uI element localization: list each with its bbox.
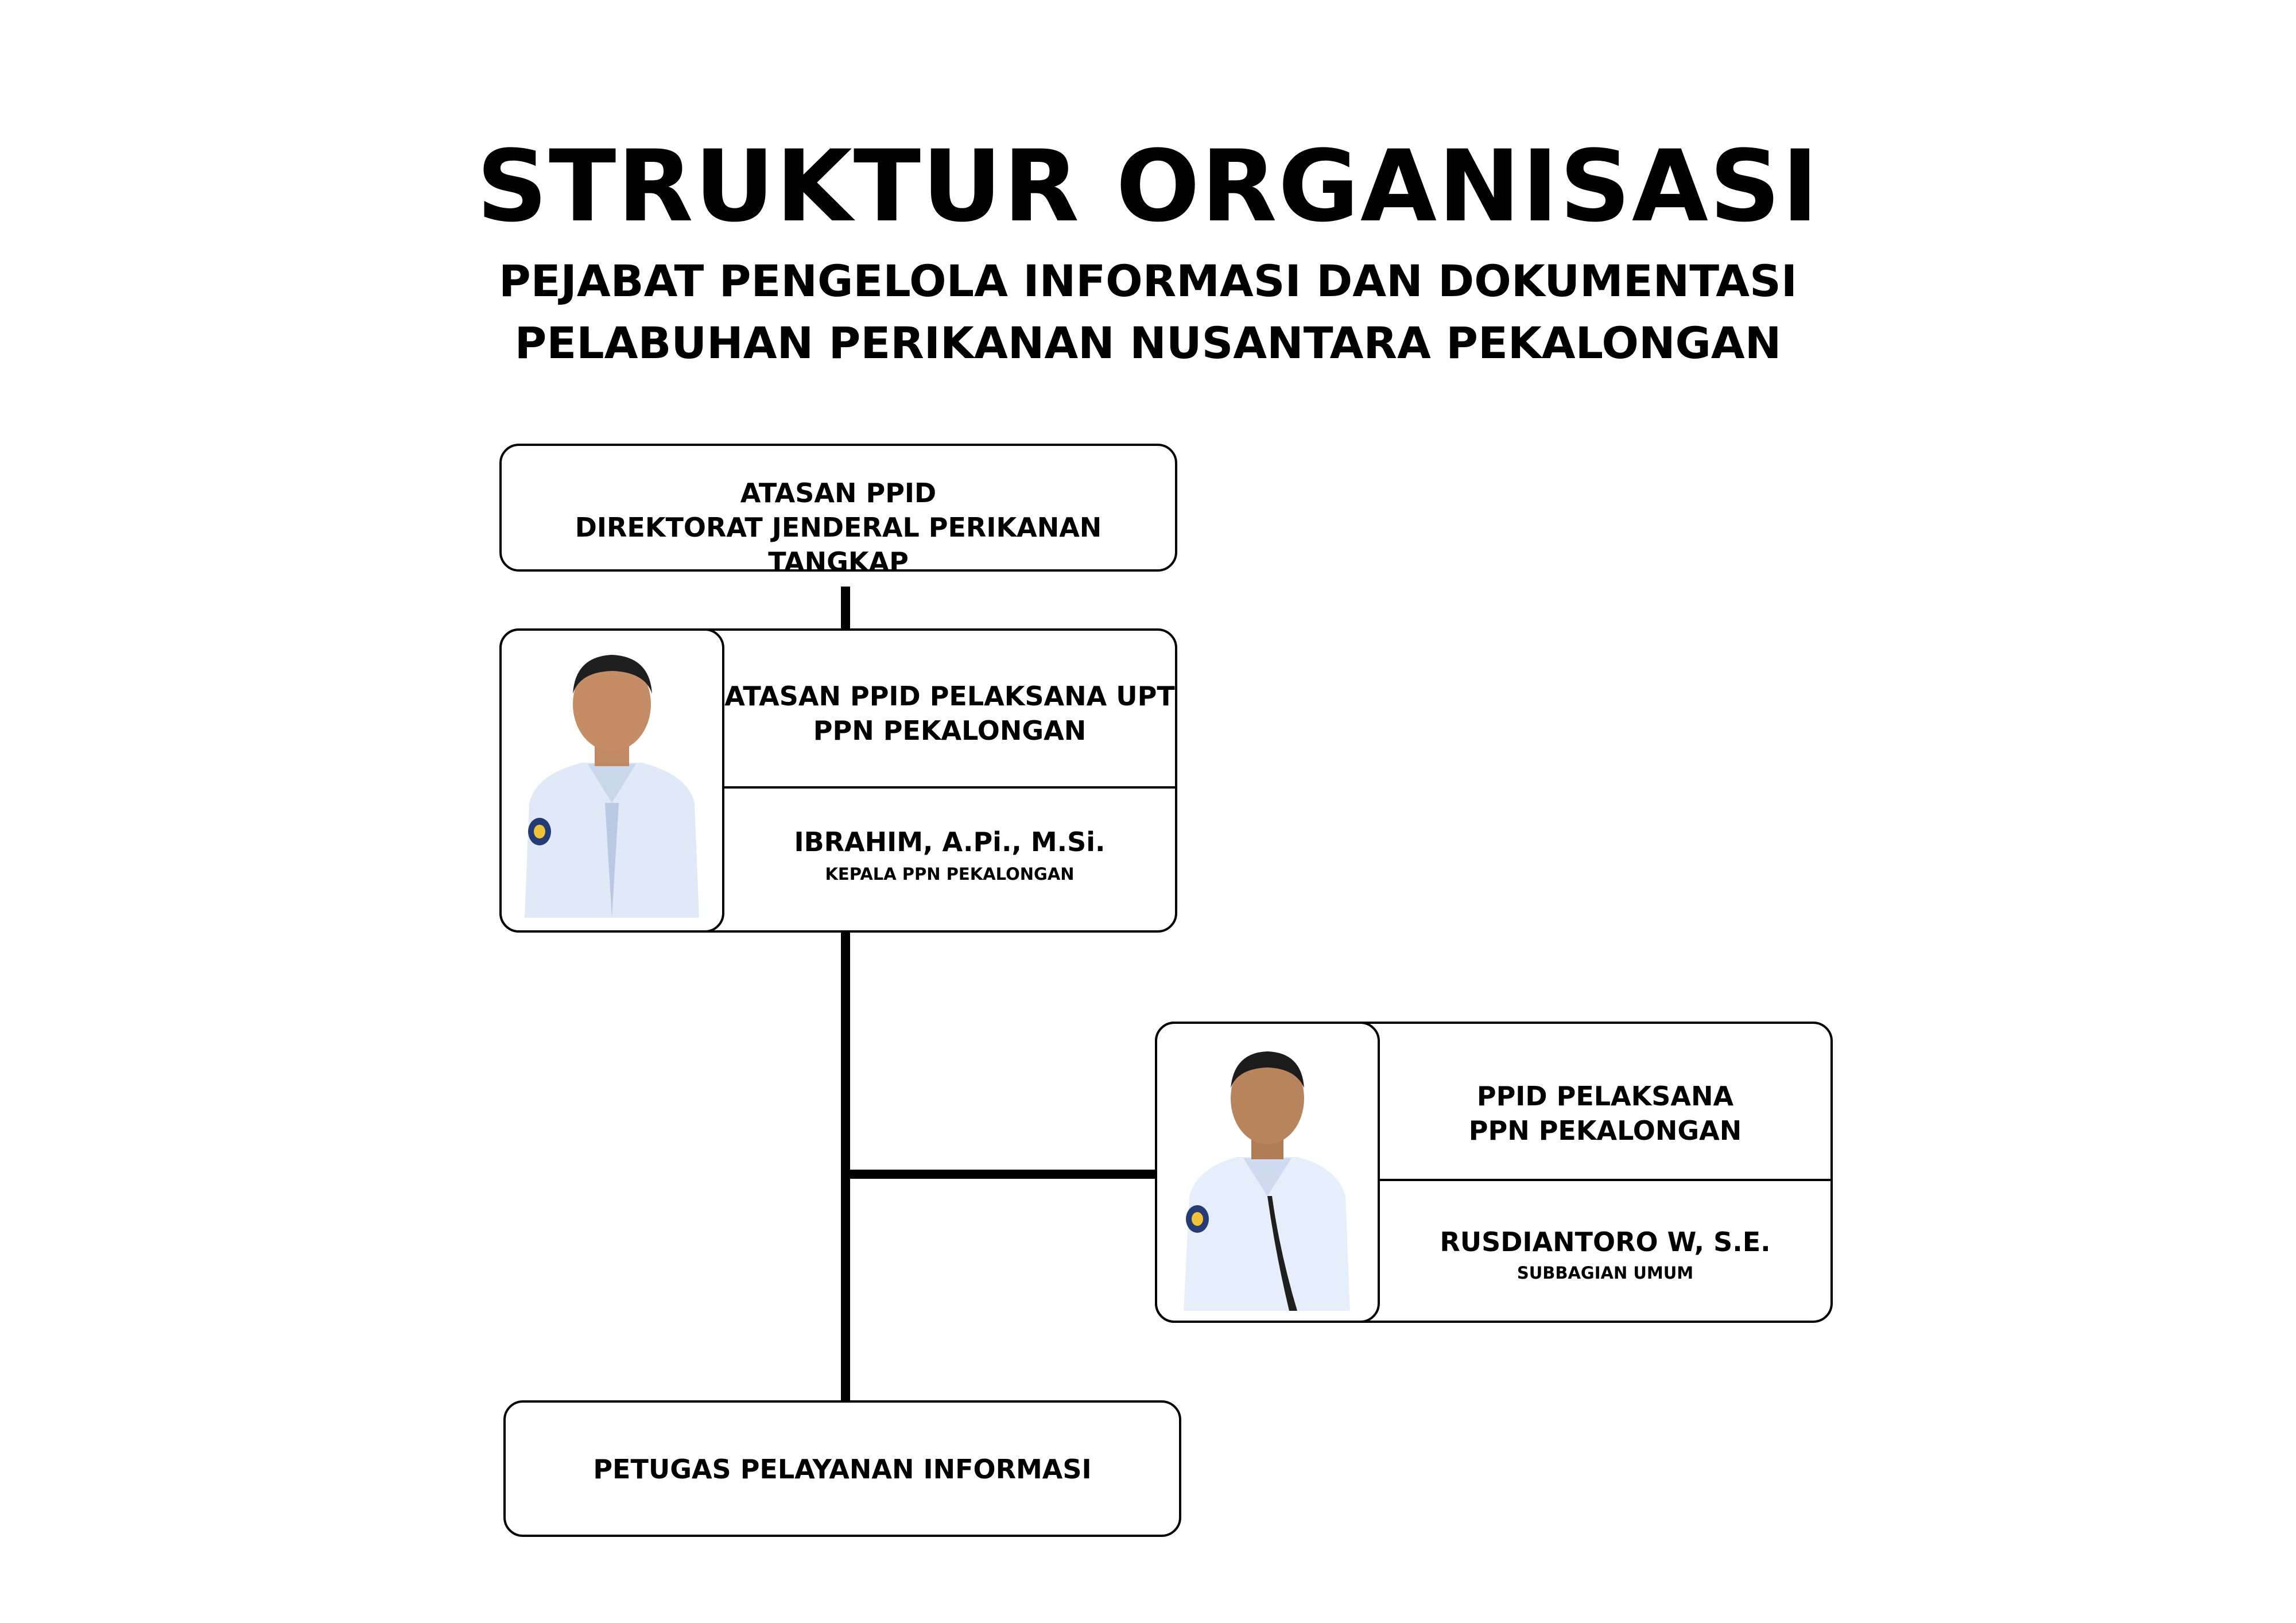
pelaksana-name: RUSDIANTORO W, S.E. — [1440, 1226, 1771, 1257]
page-title: STRUKTUR ORGANISASI — [476, 129, 1820, 244]
person-photo-icon — [502, 631, 722, 930]
node-atasan-ppid-line2: DIREKTORAT JENDERAL PERIKANAN TANGKAP — [575, 512, 1102, 577]
pelaksana-photo — [1155, 1022, 1380, 1323]
upt-name: IBRAHIM, A.Pi., M.Si. — [794, 826, 1106, 857]
pelaksana-position: SUBBAGIAN UMUM — [1517, 1263, 1694, 1283]
connector-branch-horizontal — [841, 1170, 1162, 1179]
upt-photo — [499, 628, 724, 933]
node-atasan-ppid-line1: ATASAN PPID — [740, 477, 937, 508]
upt-role-line2: PPN PEKALONGAN — [813, 715, 1087, 746]
page-subtitle-line2: PELABUHAN PERIKANAN NUSANTARA PEKALONGAN — [514, 317, 1782, 368]
person-photo-icon — [1157, 1024, 1378, 1321]
connector-main-vertical — [841, 924, 850, 1409]
pelaksana-role-line1: PPID PELAKSANA — [1476, 1081, 1734, 1112]
petugas-label: PETUGAS PELAYANAN INFORMASI — [593, 1454, 1092, 1485]
connector-top-to-upt — [841, 587, 850, 630]
pelaksana-role-line2: PPN PEKALONGAN — [1468, 1115, 1742, 1146]
node-divider — [1380, 1179, 1830, 1181]
node-divider — [724, 786, 1175, 789]
page-subtitle-line1: PEJABAT PENGELOLA INFORMASI DAN DOKUMENTASI — [498, 255, 1798, 306]
upt-role-line1: ATASAN PPID PELAKSANA UPT — [724, 681, 1175, 712]
upt-position: KEPALA PPN PEKALONGAN — [825, 864, 1075, 884]
node-petugas-pelayanan-informasi — [503, 1400, 1181, 1537]
node-atasan-ppid — [499, 444, 1177, 577]
